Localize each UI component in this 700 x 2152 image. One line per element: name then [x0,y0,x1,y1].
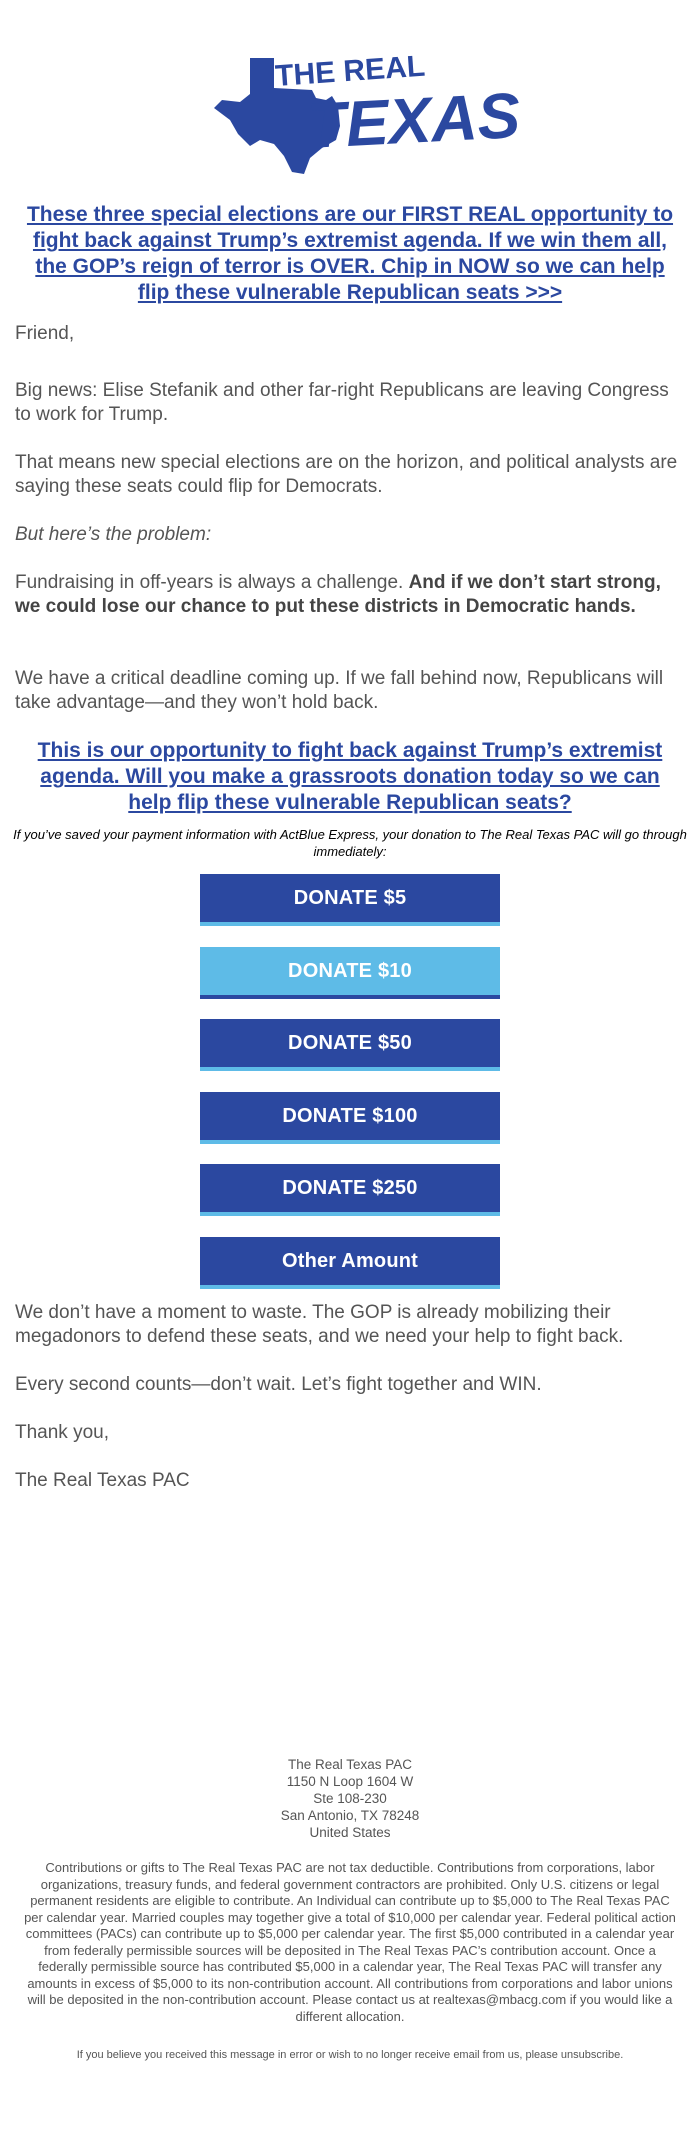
body-paragraph-4-plain: Fundraising in off-years is always a challenge. [15,572,409,593]
donate-other-amount-button[interactable]: Other Amount [200,1237,500,1289]
donate-5-button[interactable]: DONATE $5 [200,874,500,926]
footer-suite: Ste 108-230 [313,1791,387,1806]
donate-10-button[interactable]: DONATE $10 [200,947,500,999]
top-headline-link[interactable]: These three special elections are our FIRST REAL opportunity to fight back against Trump’s extremist agenda. If we win them all, the GOP’s reign of terror is OVER. Chip in NOW so we can help flip these vulnerable Republican seats >>> [26,203,674,304]
closing-thank-you: Thank you, [15,1422,109,1443]
closing-paragraph-2: Every second counts—don’t wait. Let’s fight together and WIN. [15,1374,542,1395]
footer-country: United States [309,1825,391,1840]
signature: The Real Texas PAC [15,1470,190,1491]
body-paragraph-2: That means new special elections are on the horizon, and political analysts are saying these seats could flip for Democrats. [15,452,678,497]
donate-50-button[interactable]: DONATE $50 [200,1019,500,1071]
actblue-express-note: If you’ve saved your payment information with ActBlue Express, your donation to The Real Texas PAC will go through immediately: [13,827,687,859]
donate-100-button[interactable]: DONATE $100 [200,1092,500,1144]
footer-unsubscribe[interactable]: If you believe you received this message in error or wish to no longer receive email from us, please unsubscribe. [76,2049,624,2061]
donate-250-button[interactable]: DONATE $250 [200,1164,500,1216]
logo-big-text: TEXAS [304,78,522,162]
body-paragraph-5: We have a critical deadline coming up. If we fall behind now, Republicans will take advantage—and they won’t hold back. [15,668,664,713]
body-paragraph-4 [15,571,685,619]
footer-street: 1150 N Loop 1604 W [286,1774,414,1789]
body-paragraph-1: Big news: Elise Stefanik and other far-right Republicans are leaving Congress to work for Trump. [15,380,669,425]
footer-legal-disclaimer: Contributions or gifts to The Real Texas PAC are not tax deductible. Contributions from corporations, labor organizations, treasury funds, and federal government contractors are prohibited. Only U.S. citizens or legal permanent residents are eligible to contribute. An Individual can contribute up to $5,000 to The Real Texas PAC per calendar year. Married couples may together give a total of $10,000 per calendar year. Federal political action committees (PACs) can contribute up to $5,000 per calendar year. The first $5,000 contributed in a calendar year from federally permissible sources will be deposited in The Real Texas PAC’s contribution account. Once a federally permissible source has contributed $5,000 in a calendar year, The Real Texas PAC will transfer any amounts in excess of $5,000 to its non-contribution account. All contributions from corporations and labor unions will be deposited in the non-contribution account. Please contact us at realtexas@mbacg.com if you would like a different allocation. [24,1860,676,2024]
greeting: Friend, [15,323,75,344]
footer-city: San Antonio, TX 78248 [280,1808,420,1823]
footer-address [20,1756,680,1841]
closing-paragraph-1: We don’t have a moment to waste. The GOP is already mobilizing their megadonors to defend these seats, and we need your help to fight back. [15,1302,624,1347]
body-paragraph-3: But here’s the problem: [15,524,212,545]
body-paragraph-4-bold: And if we don’t start strong, we could lose our chance to put these districts in Democratic hands. [15,572,661,617]
logo-small-text: THE REAL [274,49,427,93]
mid-headline-link[interactable]: This is our opportunity to fight back against Trump’s extremist agenda. Will you make a grassroots donation today so we can help flip these vulnerable Republican seats? [37,739,663,814]
real-texas-logo[interactable] [212,48,522,176]
footer-org: The Real Texas PAC [287,1757,413,1772]
